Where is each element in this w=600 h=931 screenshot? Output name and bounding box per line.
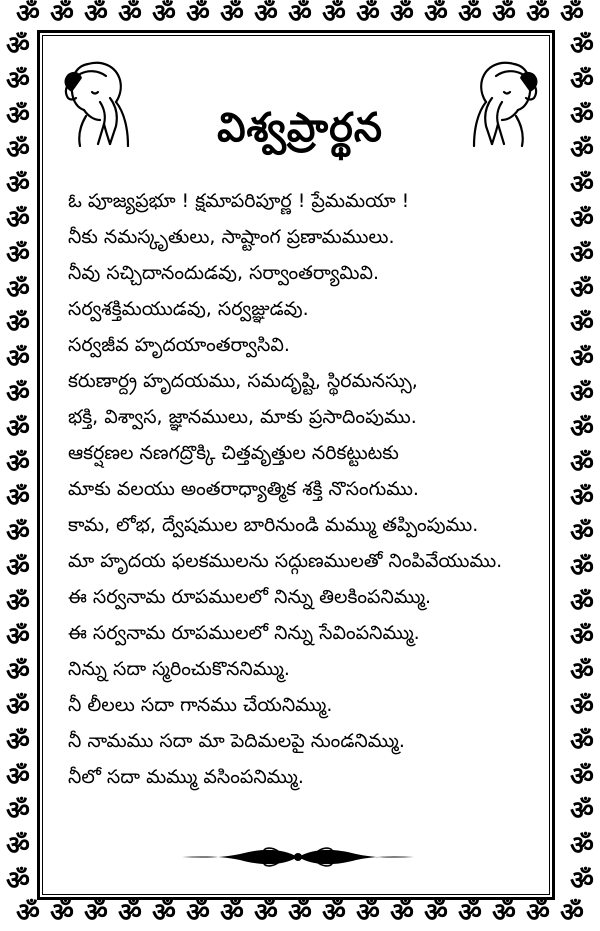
prayer-line: నిన్ను సదా స్మరించుకొననిమ్ము.: [68, 658, 290, 680]
om-symbol: ॐ: [6, 449, 30, 479]
om-symbol: ॐ: [492, 898, 516, 928]
om-symbol: ॐ: [6, 831, 30, 861]
prayer-line: భక్తి, విశ్వాస, జ్ఞానములు, మాకు ప్రసాదింపుము.: [68, 406, 417, 428]
om-symbol: ॐ: [6, 622, 30, 652]
om-symbol: ॐ: [288, 0, 312, 29]
om-symbol: ॐ: [570, 727, 594, 757]
om-symbol: ॐ: [424, 898, 448, 928]
om-symbol: ॐ: [16, 0, 40, 29]
om-symbol: ॐ: [570, 344, 594, 374]
om-symbol: ॐ: [570, 309, 594, 339]
om-symbol: ॐ: [570, 588, 594, 618]
om-symbol: ॐ: [6, 135, 30, 165]
prayer-line: సర్వజీవ హృదయాంతర్వాసివి.: [68, 334, 290, 356]
prayer-line: ఓ పూజ్యప్రభూ ! క్షమాపరిపూర్ణ ! ప్రేమమయా !: [68, 190, 410, 212]
om-symbol: ॐ: [50, 898, 74, 928]
om-symbol: ॐ: [6, 101, 30, 131]
om-symbol: ॐ: [6, 379, 30, 409]
prayer-line: నీలో సదా మమ్ము వసింపనిమ్ము.: [68, 766, 304, 788]
om-symbol: ॐ: [6, 796, 30, 826]
om-symbol: ॐ: [6, 762, 30, 792]
om-symbol: ॐ: [570, 866, 594, 896]
om-symbol: ॐ: [570, 275, 594, 305]
prayer-line: నీకు నమస్కృతులు, సాష్టాంగ ప్రణామములు.: [68, 226, 395, 248]
om-symbol: ॐ: [570, 483, 594, 513]
om-symbol: ॐ: [6, 553, 30, 583]
om-symbol: ॐ: [424, 0, 448, 29]
om-symbol: ॐ: [570, 692, 594, 722]
om-symbol: ॐ: [6, 205, 30, 235]
om-symbol: ॐ: [570, 622, 594, 652]
om-symbol: ॐ: [6, 588, 30, 618]
om-symbol: ॐ: [570, 831, 594, 861]
page-title: విశ్వప్రార్థన: [217, 105, 383, 151]
om-symbol: ॐ: [6, 657, 30, 687]
om-symbol: ॐ: [356, 898, 380, 928]
prayer-line: మాకు వలయు అంతరాధ్యాత్మిక శక్తి నొసంగుము.: [68, 478, 419, 500]
om-symbol: ॐ: [220, 0, 244, 29]
om-symbol: ॐ: [6, 483, 30, 513]
om-symbol: ॐ: [6, 170, 30, 200]
prayer-line: ఈ సర్వనామ రూపములలో నిన్ను సేవింపనిమ్ము.: [68, 622, 420, 644]
om-symbol: ॐ: [570, 101, 594, 131]
om-symbol: ॐ: [288, 898, 312, 928]
om-symbol: ॐ: [458, 898, 482, 928]
prayer-line: కరుణార్ద్ర హృదయము, సమదృష్టి, స్థిరమనస్సు,: [68, 370, 418, 392]
om-symbol: ॐ: [6, 31, 30, 61]
om-symbol: ॐ: [16, 898, 40, 928]
om-symbol: ॐ: [390, 898, 414, 928]
om-symbol: ॐ: [356, 0, 380, 29]
om-symbol: ॐ: [6, 66, 30, 96]
om-symbol: ॐ: [6, 414, 30, 444]
prayer-line: మా హృదయ ఫలకములను సద్గుణములతో నింపివేయుము.: [68, 550, 503, 572]
om-symbol: ॐ: [570, 66, 594, 96]
om-symbol: ॐ: [526, 0, 550, 29]
om-symbol: ॐ: [570, 414, 594, 444]
om-symbol: ॐ: [322, 0, 346, 29]
om-symbol: ॐ: [570, 135, 594, 165]
om-symbol: ॐ: [570, 240, 594, 270]
om-symbol: ॐ: [220, 898, 244, 928]
om-symbol: ॐ: [84, 898, 108, 928]
flourish-ornament-icon: [178, 846, 418, 868]
om-symbol: ॐ: [570, 379, 594, 409]
om-symbol: ॐ: [570, 657, 594, 687]
om-symbol: ॐ: [570, 170, 594, 200]
om-symbol: ॐ: [560, 898, 584, 928]
prayer-line: నీ నామము సదా మా పెదిమలపై నుండనిమ్ము.: [68, 730, 405, 752]
om-symbol: ॐ: [6, 727, 30, 757]
om-symbol: ॐ: [186, 0, 210, 29]
prayer-line: ఆకర్షణల నణగద్రొక్కి చిత్తవృత్తుల నరికట్టుటకు: [68, 442, 399, 464]
om-symbol: ॐ: [6, 692, 30, 722]
om-symbol: ॐ: [322, 898, 346, 928]
prayer-line: ఈ సర్వనామ రూపములలో నిన్ను తిలకింపనిమ్ము.: [68, 586, 432, 608]
prayer-line: కామ, లోభ, ద్వేషముల బారినుండి మమ్ము తప్పింపుము.: [68, 514, 479, 536]
om-symbol: ॐ: [560, 0, 584, 29]
om-symbol: ॐ: [6, 518, 30, 548]
om-symbol: ॐ: [152, 898, 176, 928]
om-symbol: ॐ: [458, 0, 482, 29]
prayer-line: నీ లీలలు సదా గానము చేయనిమ్ము.: [68, 694, 333, 716]
om-symbol: ॐ: [152, 0, 176, 29]
om-symbol: ॐ: [570, 762, 594, 792]
om-symbol: ॐ: [390, 0, 414, 29]
om-symbol: ॐ: [570, 796, 594, 826]
om-symbol: ॐ: [6, 344, 30, 374]
om-symbol: ॐ: [186, 898, 210, 928]
prayer-text: [68, 183, 548, 795]
om-symbol: ॐ: [492, 0, 516, 29]
om-symbol: ॐ: [526, 898, 550, 928]
om-symbol: ॐ: [254, 898, 278, 928]
om-symbol: ॐ: [50, 0, 74, 29]
om-symbol: ॐ: [570, 449, 594, 479]
om-symbol: ॐ: [118, 898, 142, 928]
om-symbol: ॐ: [118, 0, 142, 29]
om-symbol: ॐ: [570, 553, 594, 583]
om-symbol: ॐ: [84, 0, 108, 29]
om-symbol: ॐ: [254, 0, 278, 29]
om-symbol: ॐ: [6, 309, 30, 339]
om-symbol: ॐ: [570, 518, 594, 548]
prayer-line: సర్వశక్తిమయుడవు, సర్వజ్ఞుడవు.: [68, 298, 309, 320]
om-symbol: ॐ: [570, 31, 594, 61]
prayer-line: నీవు సచ్చిదానందుడవు, సర్వాంతర్యామివి.: [68, 262, 380, 284]
om-symbol: ॐ: [6, 866, 30, 896]
om-symbol: ॐ: [6, 240, 30, 270]
om-symbol: ॐ: [6, 275, 30, 305]
om-symbol: ॐ: [570, 205, 594, 235]
